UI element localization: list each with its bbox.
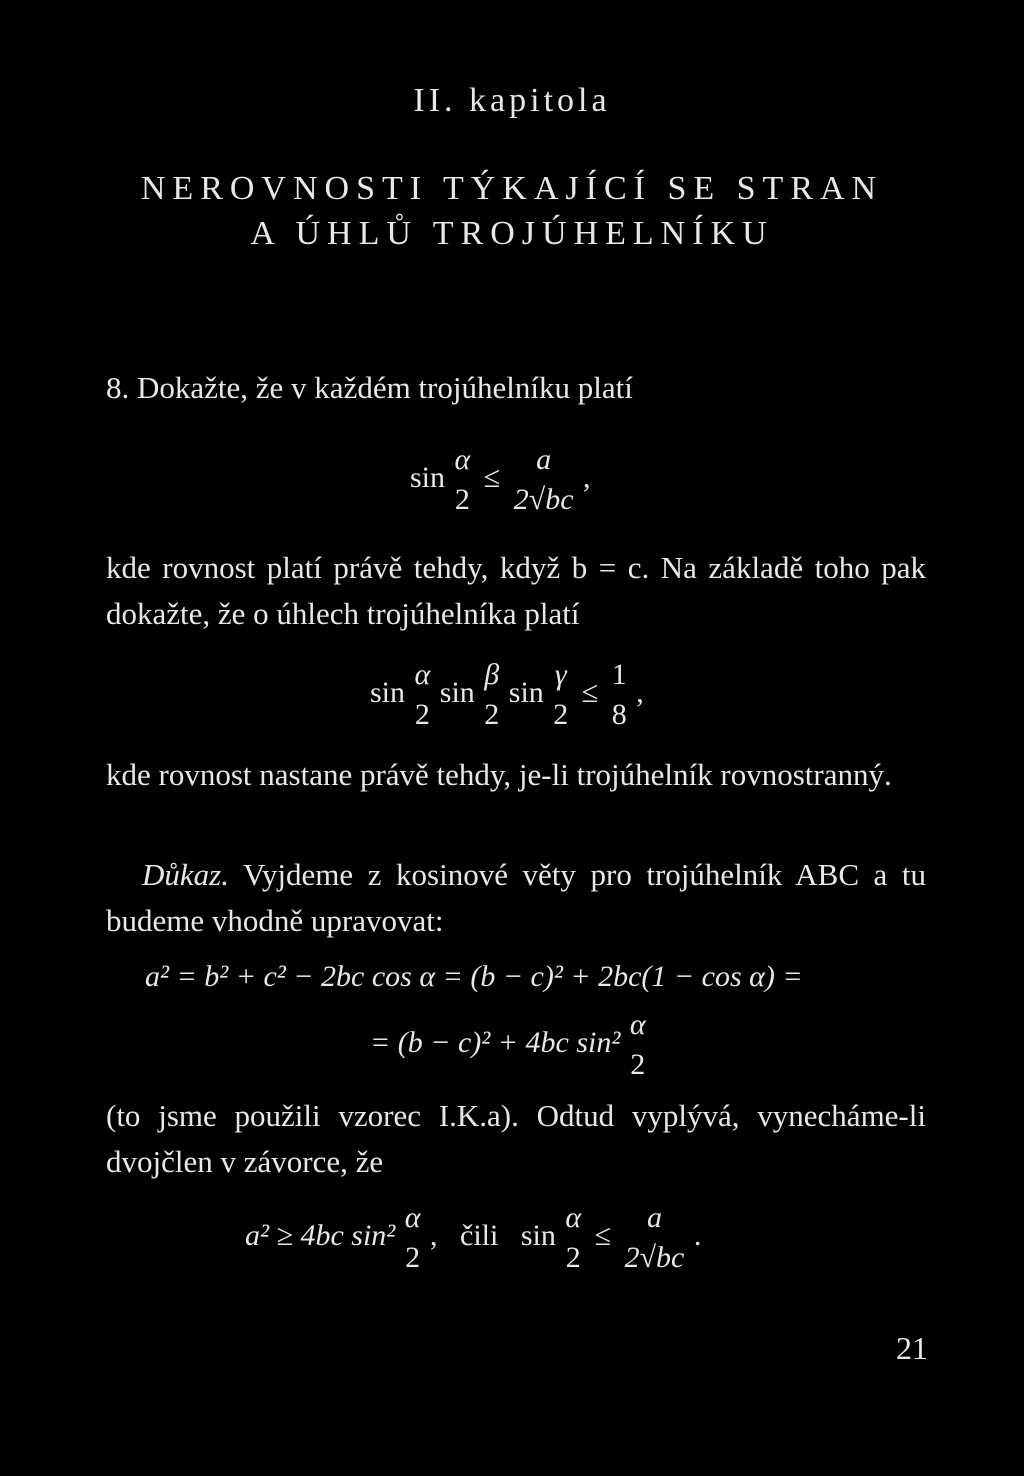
proof-paragraph [106, 852, 926, 944]
fraction-alpha-over-2 [565, 1203, 581, 1273]
fraction-beta-over-2 [484, 660, 499, 730]
fraction-denominator: 2 [454, 483, 470, 516]
fraction-denominator: 2 [414, 698, 430, 731]
fraction-alpha-over-2 [630, 1010, 646, 1080]
formula-punctuation: . [693, 1218, 702, 1252]
chapter-title-line-1: NEROVNOSTI TÝKAJÍCÍ SE STRAN [140, 170, 884, 207]
fraction-denominator: 2 [484, 698, 500, 731]
fraction-a-over-2sqrtbc [514, 445, 574, 515]
less-equal-sign: ≤ [594, 1218, 612, 1252]
fraction-denominator: 2√bc [513, 483, 574, 516]
fraction-1-over-8 [612, 660, 627, 730]
fraction-alpha-over-2 [405, 1203, 421, 1273]
sin-operator: sin [410, 460, 446, 494]
chapter-heading: II. kapitola [413, 82, 611, 119]
formula-product-of-sines [370, 660, 644, 730]
sin-operator: sin [508, 675, 544, 709]
fraction-numerator: α [454, 443, 471, 476]
sin-operator: sin [370, 675, 406, 709]
fraction-numerator: β [484, 658, 500, 691]
fraction-denominator: 2 [405, 1241, 421, 1274]
inequality-left-part: a² ≥ 4bc sin² [245, 1218, 396, 1252]
formula-reference-paragraph: (to jsme použili vzorec I.K.a). Odtud vyplývá, vynecháme-li dvojčlen v závorce, že [106, 1098, 926, 1179]
less-equal-sign: ≤ [483, 460, 501, 494]
formula-punctuation: , [583, 460, 591, 494]
fraction-numerator: α [404, 1201, 421, 1234]
equilateral-condition-paragraph: kde rovnost nastane právě tehdy, je-li trojúhelník rovnostranný. [106, 757, 892, 792]
fraction-numerator: a [646, 1201, 662, 1234]
fraction-gamma-over-2 [553, 660, 568, 730]
equation-cosine-law-line-2 [370, 1010, 648, 1080]
formula-punctuation: , [636, 675, 644, 709]
fraction-denominator: 2 [553, 698, 569, 731]
final-inequality [245, 1203, 701, 1273]
fraction-denominator: 2 [565, 1241, 581, 1274]
equation-cosine-law-line-1: a² = b² + c² − 2bc cos α = (b − c)² + 2bc(1 − cos α) = [145, 960, 803, 993]
fraction-a-over-2sqrtbc [625, 1203, 685, 1273]
chapter-title-line-2: A ÚHLŮ TROJÚHELNÍKU [250, 215, 774, 252]
fraction-numerator: 1 [611, 658, 627, 691]
formula-sin-half-alpha [410, 445, 591, 515]
less-equal-sign: ≤ [581, 675, 599, 709]
fraction-numerator: a [536, 443, 552, 476]
fraction-numerator: α [629, 1008, 646, 1041]
fraction-numerator: α [565, 1201, 582, 1234]
fraction-denominator: 2 [630, 1048, 646, 1081]
sin-operator: sin [439, 675, 475, 709]
fraction-alpha-over-2 [455, 445, 471, 515]
fraction-alpha-over-2 [415, 660, 431, 730]
fraction-numerator: α [414, 658, 431, 691]
proof-label: Důkaz. [142, 857, 229, 892]
equation-left-part: = (b − c)² + 4bc sin² [370, 1025, 621, 1059]
inequality-connector: , čili sin [430, 1218, 556, 1252]
page-number: 21 [896, 1330, 928, 1366]
equality-condition-paragraph: kde rovnost platí právě tehdy, když b = c. Na základě toho pak dokažte, že o úhlech trojúhelníka platí [106, 550, 926, 631]
fraction-numerator: γ [554, 658, 567, 691]
proof-text: Vyjdeme z kosinové věty pro trojúhelník ABC a tu budeme vhodně upravovat: [106, 857, 926, 938]
problem-statement: 8. Dokažte, že v každém trojúhelníku platí [106, 370, 633, 405]
fraction-denominator: 2√bc [624, 1241, 685, 1274]
fraction-denominator: 8 [611, 698, 627, 731]
